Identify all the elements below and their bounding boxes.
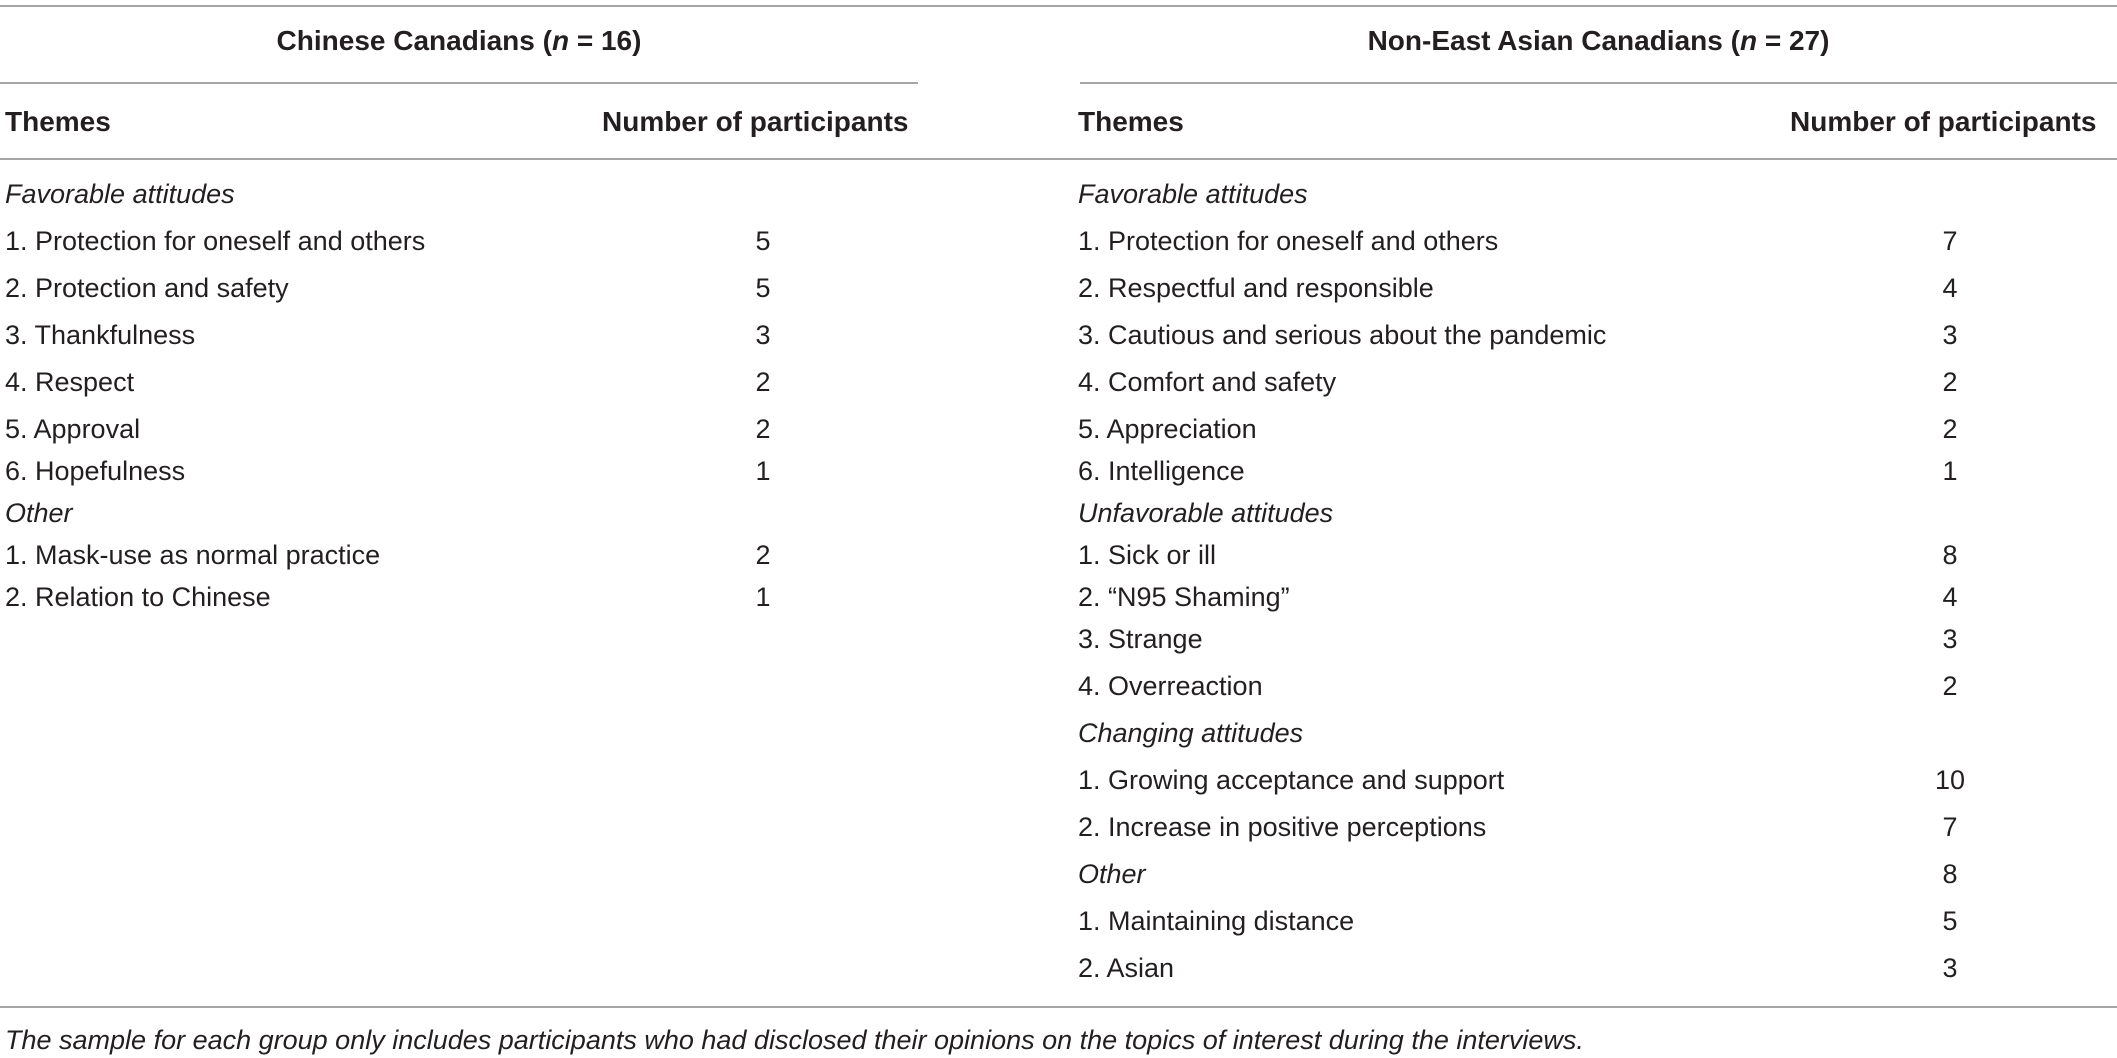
- participant-count: 1: [1942, 456, 1958, 486]
- participant-count: 1: [755, 456, 771, 486]
- left-group-title: Chinese Canadians (n = 16): [276, 25, 642, 56]
- theme-label: 2. Asian: [1078, 953, 1175, 983]
- left-group-rule: [0, 82, 918, 84]
- theme-category-label: Other: [1078, 859, 1146, 889]
- participant-count: 2: [755, 367, 771, 397]
- theme-label: 6. Intelligence: [1078, 456, 1245, 486]
- theme-label: 5. Appreciation: [1078, 414, 1257, 444]
- theme-category-label: Changing attitudes: [1078, 718, 1304, 748]
- participant-count: 3: [1942, 320, 1958, 350]
- theme-label: 6. Hopefulness: [5, 456, 186, 486]
- participant-count: 3: [755, 320, 771, 350]
- theme-label: 1. Protection for oneself and others: [1078, 226, 1499, 256]
- participant-count: 8: [1942, 540, 1958, 570]
- theme-label: 2. Protection and safety: [5, 273, 289, 303]
- theme-label: 1. Growing acceptance and support: [1078, 765, 1505, 795]
- theme-label: 2. Respectful and responsible: [1078, 273, 1434, 303]
- participant-count: 5: [755, 226, 771, 256]
- left-col-themes-header: Themes: [5, 106, 111, 137]
- theme-category-label: Favorable attitudes: [1078, 179, 1308, 209]
- participant-count: 3: [1942, 953, 1958, 983]
- theme-label: 2. “N95 Shaming”: [1078, 582, 1290, 612]
- participant-count: 7: [1942, 812, 1958, 842]
- theme-label: 5. Approval: [5, 414, 141, 444]
- left-col-number-header: Number of participants: [602, 106, 909, 137]
- theme-label: 2. Increase in positive perceptions: [1078, 812, 1487, 842]
- theme-label: 4. Overreaction: [1078, 671, 1263, 701]
- participant-count: 3: [1942, 624, 1958, 654]
- table-footnote: The sample for each group only includes participants who had disclosed their opinions on the topics of interest during the interviews.: [5, 1025, 1584, 1055]
- theme-label: 3. Thankfulness: [5, 320, 196, 350]
- theme-label: 4. Comfort and safety: [1078, 367, 1337, 397]
- theme-label: 3. Strange: [1078, 624, 1203, 654]
- participant-count: 7: [1942, 226, 1958, 256]
- table-top-rule: [0, 5, 2117, 7]
- right-col-themes-header: Themes: [1078, 106, 1184, 137]
- participant-count: 2: [1942, 367, 1958, 397]
- theme-category-label: Unfavorable attitudes: [1078, 498, 1334, 528]
- right-group-title: Non-East Asian Canadians (n = 27): [1367, 25, 1830, 56]
- participant-count: 4: [1942, 273, 1958, 303]
- theme-category-label: Favorable attitudes: [5, 179, 235, 209]
- participant-count: 10: [1934, 765, 1966, 795]
- participant-count: 2: [755, 414, 771, 444]
- table-bottom-rule: [0, 1006, 2117, 1008]
- participant-count: 2: [1942, 414, 1958, 444]
- theme-label: 3. Cautious and serious about the pandemic: [1078, 320, 1607, 350]
- theme-label: 2. Relation to Chinese: [5, 582, 271, 612]
- participant-count: 1: [755, 582, 771, 612]
- theme-label: 1. Mask-use as normal practice: [5, 540, 381, 570]
- participant-count: 5: [1942, 906, 1958, 936]
- participant-count: 5: [755, 273, 771, 303]
- right-col-number-header: Number of participants: [1790, 106, 2097, 137]
- participant-count: 2: [1942, 671, 1958, 701]
- right-group-rule: [1080, 82, 2117, 84]
- theme-label: 1. Maintaining distance: [1078, 906, 1355, 936]
- theme-category-label: Other: [5, 498, 73, 528]
- theme-label: 1. Sick or ill: [1078, 540, 1217, 570]
- participant-count: 8: [1942, 859, 1958, 889]
- participant-count: 4: [1942, 582, 1958, 612]
- participant-count: 2: [755, 540, 771, 570]
- theme-label: 4. Respect: [5, 367, 135, 397]
- theme-label: 1. Protection for oneself and others: [5, 226, 426, 256]
- header-bottom-rule: [0, 158, 2117, 160]
